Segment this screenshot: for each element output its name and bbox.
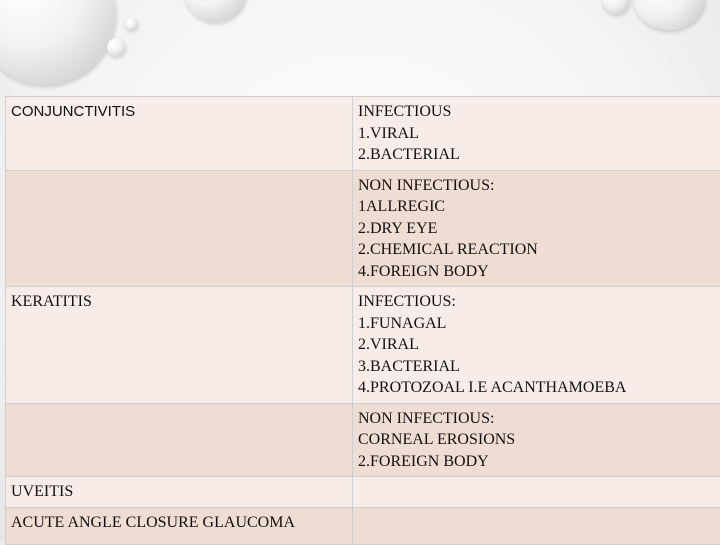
condition-cell — [6, 403, 353, 477]
type-line: 2.FOREIGN BODY — [358, 451, 720, 473]
condition-label: CONJUNCTIVITIS — [11, 103, 135, 120]
types-cell — [353, 170, 720, 287]
type-line: INFECTIOUS: — [358, 291, 720, 313]
type-line: 2.CHEMICAL REACTION — [358, 239, 720, 261]
decorative-bubble — [603, 0, 629, 14]
decorative-bubble — [0, 0, 115, 85]
type-line: 4.FOREIGN BODY — [358, 261, 720, 283]
type-line: 4.PROTOZOAL I.E ACANTHAMOEBA — [358, 377, 720, 399]
condition-cell — [6, 170, 353, 287]
condition-cell — [6, 477, 353, 508]
type-line: 1ALLREGIC — [358, 196, 720, 218]
table-row — [6, 97, 720, 171]
types-cell — [353, 507, 720, 544]
decorative-bubble — [107, 38, 125, 56]
type-line: INFECTIOUS — [358, 101, 720, 123]
types-cell — [353, 403, 720, 477]
condition-label: ACUTE ANGLE CLOSURE GLAUCOMA — [11, 514, 295, 531]
decorative-bubble — [125, 18, 137, 30]
condition-cell — [6, 97, 353, 171]
type-line: 3.BACTERIAL — [358, 356, 720, 378]
decorative-bubble — [634, 0, 704, 30]
type-line: 1.FUNAGAL — [358, 313, 720, 335]
table-row — [6, 170, 720, 287]
table-row — [6, 287, 720, 404]
type-line: 2.BACTERIAL — [358, 144, 720, 166]
condition-cell — [6, 507, 353, 544]
conditions-table — [5, 96, 720, 545]
types-cell — [353, 97, 720, 171]
condition-cell — [6, 287, 353, 404]
type-line: NON INFECTIOUS: — [358, 408, 720, 430]
type-line: 2.VIRAL — [358, 334, 720, 356]
type-line: CORNEAL EROSIONS — [358, 429, 720, 451]
table-row — [6, 477, 720, 508]
table-row — [6, 403, 720, 477]
types-cell — [353, 287, 720, 404]
type-line: 2.DRY EYE — [358, 218, 720, 240]
condition-label: UVEITIS — [11, 483, 73, 500]
condition-label: KERATITIS — [11, 293, 92, 310]
type-line: 1.VIRAL — [358, 123, 720, 145]
table-row — [6, 507, 720, 544]
types-cell — [353, 477, 720, 508]
type-line: NON INFECTIOUS: — [358, 175, 720, 197]
decorative-bubble — [184, 0, 246, 22]
